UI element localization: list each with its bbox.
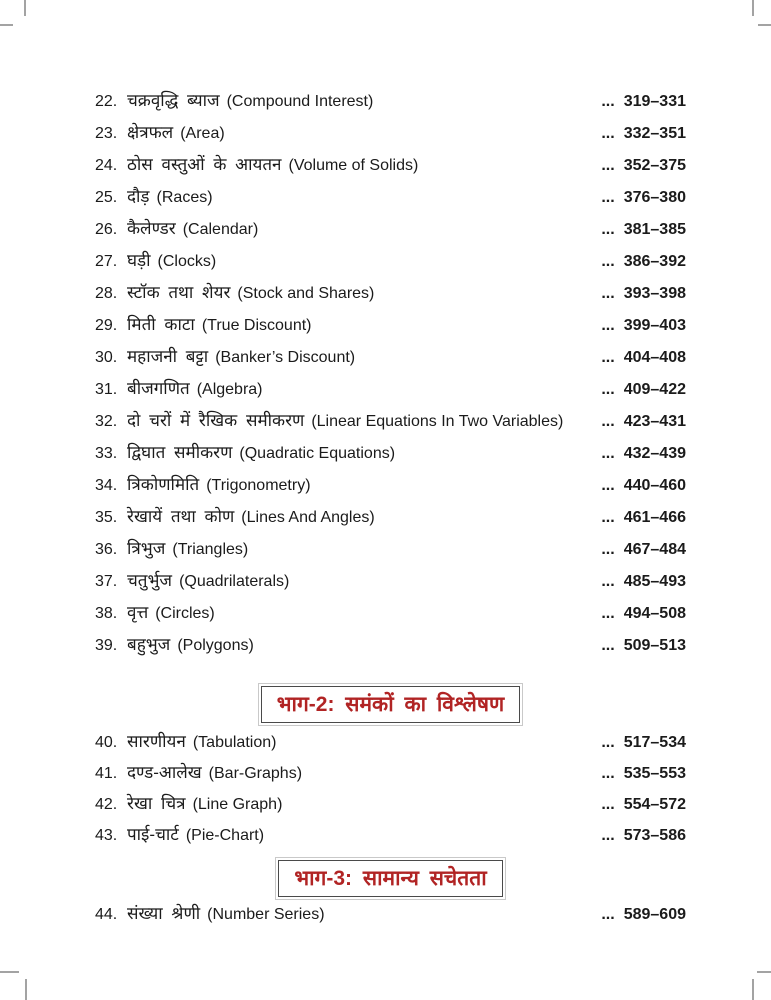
entry-title-english: (Lines And Angles) <box>241 509 375 526</box>
entry-title-english: (True Discount) <box>201 317 312 334</box>
entry-pages <box>601 347 686 368</box>
page-range: 381–385 <box>623 221 686 238</box>
leader-dots: ... <box>601 796 615 813</box>
toc-entry <box>95 314 686 336</box>
toc-entry <box>95 634 686 656</box>
entry-title-english: (Line Graph) <box>192 796 283 813</box>
section-heading: भाग-2: समंकों का विश्लेषण <box>276 693 505 716</box>
leader-dots: ... <box>601 573 615 590</box>
entry-title-hindi: त्रिभुज <box>127 539 166 558</box>
leader-dots: ... <box>601 906 615 923</box>
leader-dots: ... <box>601 285 615 302</box>
entry-title-english: (Calendar) <box>182 221 259 238</box>
entry-title-hindi: रेखायें तथा कोण <box>127 507 235 526</box>
entry-title-hindi: दण्ड-आलेख <box>127 763 202 782</box>
page-range: 404–408 <box>623 349 686 366</box>
entry-title <box>127 442 601 464</box>
entry-pages <box>601 155 686 176</box>
section-heading-box <box>261 686 520 723</box>
entry-title-hindi: घड़ी <box>127 251 151 270</box>
toc-entry <box>95 218 686 240</box>
entry-number: 38. <box>95 605 118 622</box>
entry-title <box>127 474 601 496</box>
entry-title-hindi: बीजगणित <box>127 379 190 398</box>
page-range: 440–460 <box>623 477 686 494</box>
entry-title-hindi: द्विघात समीकरण <box>127 443 233 462</box>
page-range: 509–513 <box>623 637 686 654</box>
entry-pages <box>601 91 686 112</box>
leader-dots: ... <box>601 93 615 110</box>
entry-pages <box>601 379 686 400</box>
crop-mark-top-right-horizontal <box>758 24 771 26</box>
page-range: 393–398 <box>623 285 686 302</box>
entry-title-english: (Algebra) <box>196 381 263 398</box>
entry-title-english: (Bar-Graphs) <box>208 765 303 782</box>
entry-title <box>127 90 601 112</box>
page-range: 423–431 <box>623 413 686 430</box>
entry-title-hindi: त्रिकोणमिति <box>127 475 200 494</box>
entry-title-english: (Linear Equations In Two Variables) <box>311 413 564 430</box>
leader-dots: ... <box>601 381 615 398</box>
entry-title-hindi: ठोस वस्तुओं के आयतन <box>127 155 282 174</box>
entry-number: 35. <box>95 509 118 526</box>
entry-pages <box>601 443 686 464</box>
entry-title-hindi: रेखा चित्र <box>127 794 186 813</box>
entry-number: 37. <box>95 573 118 590</box>
entry-pages <box>601 794 686 815</box>
entry-title-hindi: बहुभुज <box>127 635 171 654</box>
page-range: 589–609 <box>623 906 686 923</box>
page-range: 376–380 <box>623 189 686 206</box>
entry-title-hindi: वृत्त <box>127 603 149 622</box>
entry-title <box>127 410 601 432</box>
leader-dots: ... <box>601 509 615 526</box>
entry-number: 33. <box>95 445 118 462</box>
entry-number: 22. <box>95 93 118 110</box>
entry-title <box>127 282 601 304</box>
entry-title <box>127 314 601 336</box>
entry-title <box>127 903 601 925</box>
entry-pages <box>601 411 686 432</box>
entry-number: 34. <box>95 477 118 494</box>
entry-title-hindi: संख्या श्रेणी <box>127 904 201 923</box>
entry-title-hindi: दो चरों में रैखिक समीकरण <box>127 411 305 430</box>
entry-title-english: (Banker’s Discount) <box>215 349 356 366</box>
entry-number: 31. <box>95 381 118 398</box>
toc-entry <box>95 731 686 753</box>
entry-title-hindi: महाजनी बट्टा <box>127 347 209 366</box>
entry-number: 27. <box>95 253 118 270</box>
entry-number: 32. <box>95 413 118 430</box>
entry-pages <box>601 315 686 336</box>
crop-mark-bottom-right-horizontal <box>757 971 771 973</box>
entry-title-english: (Polygons) <box>177 637 254 654</box>
page-range: 554–572 <box>623 796 686 813</box>
entry-title-english: (Area) <box>180 125 225 142</box>
entry-title-hindi: मिती काटा <box>127 315 195 334</box>
entry-number: 25. <box>95 189 118 206</box>
entry-title <box>127 793 601 815</box>
page-range: 535–553 <box>623 765 686 782</box>
toc-entry <box>95 570 686 592</box>
toc-entry <box>95 154 686 176</box>
entry-title <box>127 634 601 656</box>
entry-number: 30. <box>95 349 118 366</box>
entry-pages <box>601 904 686 925</box>
leader-dots: ... <box>601 827 615 844</box>
entry-pages <box>601 825 686 846</box>
leader-dots: ... <box>601 734 615 751</box>
page-range: 352–375 <box>623 157 686 174</box>
table-of-contents <box>95 90 686 934</box>
toc-entry <box>95 824 686 846</box>
entry-number: 26. <box>95 221 118 238</box>
entry-pages <box>601 187 686 208</box>
entry-number: 40. <box>95 734 118 751</box>
leader-dots: ... <box>601 413 615 430</box>
section-heading-row <box>95 860 686 897</box>
leader-dots: ... <box>601 317 615 334</box>
entry-pages <box>601 603 686 624</box>
section-heading-box <box>278 860 502 897</box>
entry-title-english: (Tabulation) <box>192 734 277 751</box>
leader-dots: ... <box>601 157 615 174</box>
toc-entry <box>95 506 686 528</box>
leader-dots: ... <box>601 477 615 494</box>
entry-title <box>127 538 601 560</box>
entry-number: 42. <box>95 796 118 813</box>
entry-pages <box>601 283 686 304</box>
toc-entry <box>95 186 686 208</box>
crop-mark-bottom-left-horizontal <box>0 971 19 973</box>
leader-dots: ... <box>601 125 615 142</box>
entry-title-english: (Triangles) <box>172 541 249 558</box>
toc-entry <box>95 250 686 272</box>
page-range: 573–586 <box>623 827 686 844</box>
leader-dots: ... <box>601 445 615 462</box>
entry-title-english: (Compound Interest) <box>226 93 374 110</box>
toc-entry <box>95 602 686 624</box>
leader-dots: ... <box>601 221 615 238</box>
entry-title-english: (Clocks) <box>157 253 217 270</box>
page-range: 409–422 <box>623 381 686 398</box>
toc-entry <box>95 903 686 925</box>
page-range: 386–392 <box>623 253 686 270</box>
entry-title <box>127 154 601 176</box>
entry-title-english: (Trigonometry) <box>206 477 311 494</box>
crop-mark-top-left-horizontal <box>0 24 13 26</box>
entry-title <box>127 506 601 528</box>
entry-number: 23. <box>95 125 118 142</box>
entry-title-hindi: चक्रवृद्धि ब्याज <box>127 91 220 110</box>
toc-entry <box>95 282 686 304</box>
entry-title-english: (Quadrilaterals) <box>179 573 290 590</box>
entry-title-hindi: पाई-चार्ट <box>127 825 179 844</box>
toc-entry <box>95 762 686 784</box>
crop-mark-top-right-vertical <box>752 0 754 16</box>
entry-pages <box>601 732 686 753</box>
entry-pages <box>601 251 686 272</box>
entry-pages <box>601 539 686 560</box>
entry-title-english: (Number Series) <box>207 906 325 923</box>
entry-title <box>127 378 601 400</box>
entry-pages <box>601 123 686 144</box>
section-heading-row <box>95 686 686 723</box>
entry-title-english: (Races) <box>156 189 213 206</box>
entry-title-hindi: सारणीयन <box>127 732 186 751</box>
entry-title <box>127 570 601 592</box>
entry-number: 39. <box>95 637 118 654</box>
leader-dots: ... <box>601 541 615 558</box>
leader-dots: ... <box>601 349 615 366</box>
entry-title <box>127 731 601 753</box>
entry-number: 43. <box>95 827 118 844</box>
page-range: 461–466 <box>623 509 686 526</box>
toc-entry <box>95 793 686 815</box>
entry-pages <box>601 571 686 592</box>
toc-entry <box>95 474 686 496</box>
page-range: 467–484 <box>623 541 686 558</box>
page-range: 432–439 <box>623 445 686 462</box>
entry-number: 29. <box>95 317 118 334</box>
entry-title-english: (Volume of Solids) <box>288 157 419 174</box>
entry-number: 44. <box>95 906 118 923</box>
toc-entry <box>95 346 686 368</box>
toc-entry <box>95 122 686 144</box>
entry-title <box>127 186 601 208</box>
entry-number: 24. <box>95 157 118 174</box>
page-range: 319–331 <box>623 93 686 110</box>
entry-title-hindi: स्टॉक तथा शेयर <box>127 283 231 302</box>
toc-entry <box>95 378 686 400</box>
entry-title-english: (Pie-Chart) <box>185 827 265 844</box>
entry-title <box>127 218 601 240</box>
entry-pages <box>601 635 686 656</box>
crop-mark-bottom-left-vertical <box>25 979 27 1000</box>
entry-title <box>127 122 601 144</box>
page-range: 494–508 <box>623 605 686 622</box>
entry-title-english: (Stock and Shares) <box>237 285 375 302</box>
entry-number: 41. <box>95 765 118 782</box>
entry-title <box>127 824 601 846</box>
entry-title-hindi: क्षेत्रफल <box>127 123 174 142</box>
toc-entry <box>95 90 686 112</box>
entry-pages <box>601 507 686 528</box>
page-range: 517–534 <box>623 734 686 751</box>
entry-title <box>127 250 601 272</box>
leader-dots: ... <box>601 189 615 206</box>
entry-number: 28. <box>95 285 118 302</box>
entry-pages <box>601 763 686 784</box>
page-range: 399–403 <box>623 317 686 334</box>
entry-title <box>127 346 601 368</box>
page-range: 485–493 <box>623 573 686 590</box>
toc-entry <box>95 410 686 432</box>
toc-entry <box>95 538 686 560</box>
leader-dots: ... <box>601 253 615 270</box>
entry-title <box>127 762 601 784</box>
entry-pages <box>601 219 686 240</box>
crop-mark-top-left-vertical <box>24 0 26 16</box>
leader-dots: ... <box>601 605 615 622</box>
entry-title-hindi: कैलेण्डर <box>127 219 176 238</box>
toc-entry <box>95 442 686 464</box>
entry-title <box>127 602 601 624</box>
entry-title-hindi: चतुर्भुज <box>127 571 173 590</box>
entry-title-english: (Quadratic Equations) <box>239 445 396 462</box>
leader-dots: ... <box>601 765 615 782</box>
page-range: 332–351 <box>623 125 686 142</box>
entry-title-english: (Circles) <box>155 605 215 622</box>
crop-mark-bottom-right-vertical <box>752 979 754 1000</box>
leader-dots: ... <box>601 637 615 654</box>
section-heading: भाग-3: सामान्य सचेतता <box>294 867 487 890</box>
entry-title-hindi: दौड़ <box>127 187 150 206</box>
entry-number: 36. <box>95 541 118 558</box>
entry-pages <box>601 475 686 496</box>
